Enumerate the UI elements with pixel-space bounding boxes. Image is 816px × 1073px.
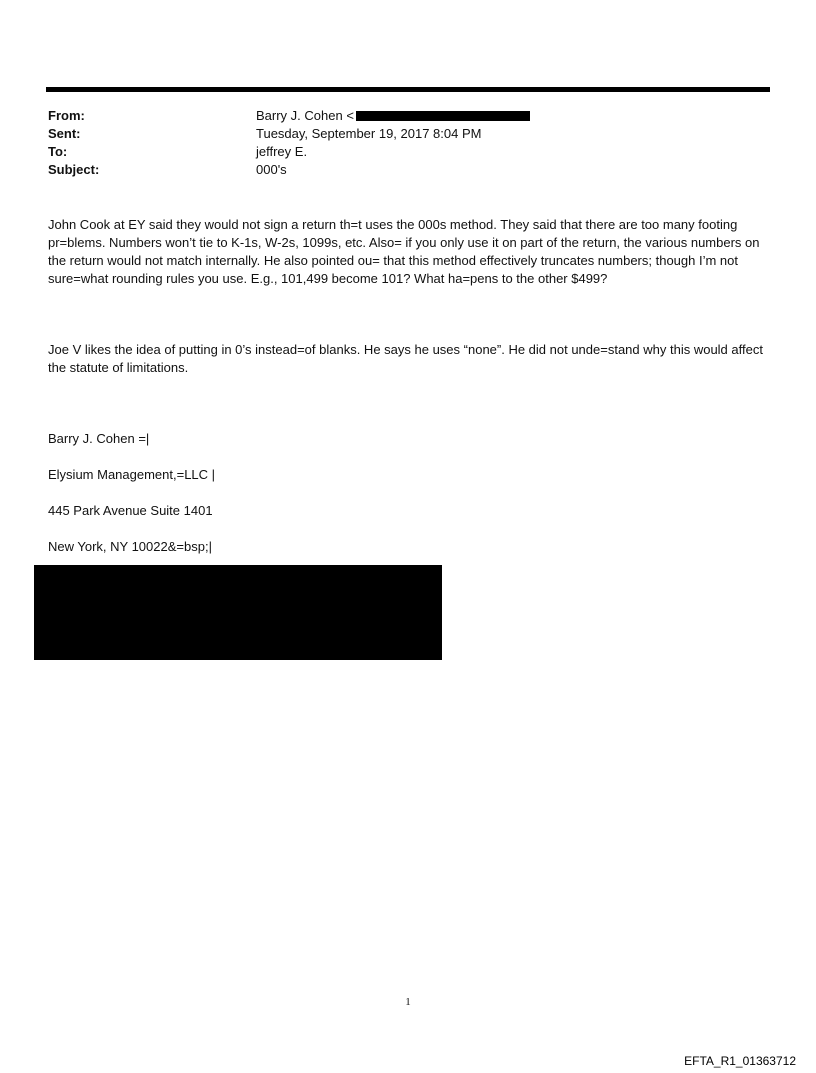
- sent-value: Tuesday, September 19, 2017 8:04 PM: [256, 126, 482, 141]
- signature-name: Barry J. Cohen =|: [48, 431, 150, 446]
- signature-address: 445 Park Avenue Suite 1401: [48, 503, 213, 518]
- to-value: jeffrey E.: [256, 144, 308, 159]
- body-paragraph: [48, 341, 770, 377]
- email-header: [48, 107, 768, 179]
- from-value: [256, 107, 530, 125]
- subject-row: [48, 161, 768, 179]
- paragraph-text: John Cook at EY said they would not sign a return th=t uses the 000s method. They said that there are too many footing pr=blems. Numbers won’t tie to K-1s, W-2s, 1099s, etc. Also= if you only use it on part of the return, the various numbers on the return would not match internally. He also pointed ou= that this method effectively truncates numbers; though I’m not sure=what rounding rules you use. E.g., 101,499 become 101? What ha=pens to the other $499?: [48, 217, 760, 286]
- sent-label: Sent:: [48, 126, 81, 141]
- from-label: From:: [48, 108, 85, 123]
- redacted-email-address: [356, 111, 530, 121]
- to-label: To:: [48, 144, 68, 159]
- signature-city: New York, NY 10022&=bsp;|: [48, 539, 212, 554]
- paragraph-text: Joe V likes the idea of putting in 0’s instead=of blanks. He says he uses “none”. He did not unde=stand why this would affect the statute of limitations.: [48, 342, 763, 375]
- signature-company: Elysium Management,=LLC |: [48, 467, 216, 482]
- to-row: [48, 143, 768, 161]
- redaction-block: [34, 565, 442, 660]
- subject-value: 000's: [256, 162, 287, 177]
- header-rule: [46, 87, 770, 92]
- from-name: Barry J. Cohen <: [256, 108, 354, 123]
- from-row: [48, 107, 768, 125]
- page-number: 1: [405, 996, 411, 1008]
- sent-row: [48, 125, 768, 143]
- body-paragraph: [48, 216, 770, 288]
- subject-label: Subject:: [48, 162, 100, 177]
- document-id: EFTA_R1_01363712: [684, 1054, 796, 1068]
